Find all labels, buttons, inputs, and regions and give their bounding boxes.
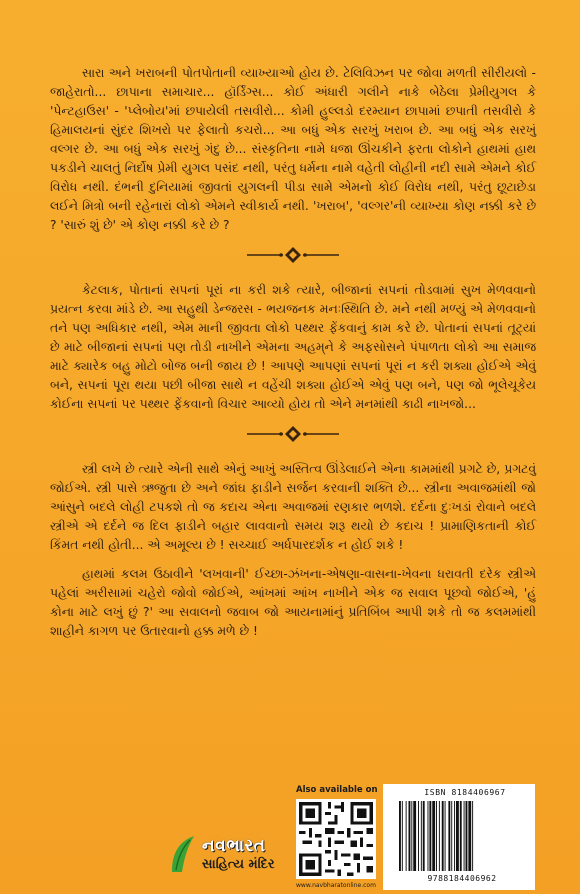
barcode [398, 801, 524, 871]
paragraph-3: સ્ત્રી લખે છે ત્યારે એની સાથે એનું આખું અસ્તિત્વ ઊંડેલાઈને એના કામમાંથી પ્રગટે છે, પ્રગટવું જોઈએ. સ્ત્રી પાસે ઋજુતા છે અને જાંઘ ફાડીને સર્જન કરવાની શક્તિ છે... સ્ત્રીના અવાજમાંથી જો આંસુને બદલે લોહી ટપકશે તો જ કદાચ એના અવાજમાં રણકાર ભળશે. દર્દના દુઃખડાં રોવાને બદલે સ્ત્રીએ એ દર્દને જ દિલ ફાડીને બહાર લાવવાનો સમય શરૂ થયો છે કદાચ ! પ્રામાણિકતાની કોઈ કિંમત નથી હોતી... એ અમૂલ્ય છે ! સચ્ચાઈ અર્ધપારદર્શક ન હોઈ શકે ! [50, 462, 536, 552]
flourish-icon [245, 245, 341, 265]
website-url[interactable]: www.navbharatonline.com [296, 882, 376, 889]
isbn-label: ISBN 8184406967 [424, 788, 506, 797]
paragraph-4: હાથમાં કલમ ઉઠાવીને 'લખવાની' ઈચ્છા-ઝંખના-એષણા-વાસના-ખેવના ધરાવતી દરેક સ્ત્રીએ પહેલાં અરીસામાં ચહેરો જોવો જોઈએ, આંખમાં આંખ નાખીને એક જ સવાલ પૂછવો જોઈએ, 'હું કોના માટે લખું છું ?' આ સવાલનો જવાબ જો આયનામાંનું પ્રતિબિંબ આપી શકે તો જ કલમમાંથી શાહીને કાગળ પર ઉતારવાનો હક્ક મળે છે ! [50, 567, 536, 638]
qr-code[interactable] [296, 799, 376, 879]
flourish-icon [245, 424, 341, 444]
cover-footer [0, 784, 580, 894]
ornament-divider [50, 422, 536, 446]
quill-icon [168, 834, 198, 874]
also-available-label: Also available on [296, 785, 378, 795]
barcode-number: 9788184406962 [427, 874, 497, 883]
blurb [50, 64, 536, 641]
paragraph-1: સારા અને ખરાબની પોતપોતાની વ્યાખ્યાઓ હોય છે. ટેલિવિઝન પર જોવા મળતી સીરીયલો - જાહેરાતો... છાપાના સમાચાર... હૉર્ડિંગ્સ... કોઈ અંધારી ગલીને નાકે બેઠેલા પ્રેમીયુગલ કે 'પેન્ટહાઉસ' - 'પ્લેબોય'માં છપાયેલી તસવીરો... કોમી હુલ્લડો દરમ્યાન છાપામાં છપાતી તસવીરો કે હિમાલયનાં સુંદર શિખરો પર ફેલાતો કચરો... આ બધું એક સરખું ખરાબ છે. આ બધું એક સરખું વલ્ગર છે. આ બધું એક સરખું ગંદુ છે... સંસ્કૃતિના નામે ધજા ઊંચકીને ફરતા લોકોને હાથમાં હાથ પકડીને ચાલતું નિર્દોષ પ્રેમી યુગલ પસંદ નથી, પરંતુ ધર્મના નામે વહેતી લોહીની નદી સામે એમને કોઈ વિરોધ નથી. દંભની દુનિયામાં જીવતાં યુગલની પીડા સામે એમનો કોઈ વિરોધ નથી, પરંતુ છૂટાછેડા લઈને મિત્રો બની રહેનારાં લોકો એમને સ્વીકાર્ય નથી. 'ખરાબ', 'વલ્ગર'ની વ્યાખ્યા કોણ નક્કી કરે છે ? 'સારું શું છે' એ કોણ નક્કી કરે છે ? [50, 66, 536, 232]
publisher-subname: સાહિત્ય મંદિર [202, 856, 275, 872]
publisher-logo [168, 834, 275, 874]
publisher-name: નવભારત [202, 835, 266, 856]
paragraph-2: કેટલાક, પોતાનાં સપનાં પૂરાં ના કરી શકે ત્યારે, બીજાનાં સપનાં તોડવામાં સુખ મેળવવાનો પ્રયત્ન કરવા માંડે છે. આ સહુથી ડેન્જરસ - ભયજનક મનઃસ્થિતિ છે. મને નથી મળ્યું એ મેળવવાનો તને પણ અધિકાર નથી, એમ માની જીવતા લોકો પથ્થર ફેંકવાનું કામ કરે છે. પોતાનાં સપનાં તૂટ્યાં છે માટે બીજાનાં સપનાં પણ તોડી નાખીને એમના અહમ્‌ને કે અફસોસને પંપાળતા લોકો આ સમાજ માટે ક્યારેક બહુ મોટો બોજ બની જાય છે ! આપણે આપણાં સપનાં પૂરાં ન કરી શક્યા હોઈએ એવું બને, સપનાં પૂરા થયા પછી બીજા સાથે ન વહેંચી શક્યા હોઈએ એવું પણ બને, પણ જો ભૂલેચૂકેય કોઈના સપનાં પર પથ્થર ફેંકવાનો વિચાર આવ્યો હોય તો એને મનમાંથી કાઢી નાખજો... [50, 283, 536, 411]
ornament-divider [50, 243, 536, 267]
